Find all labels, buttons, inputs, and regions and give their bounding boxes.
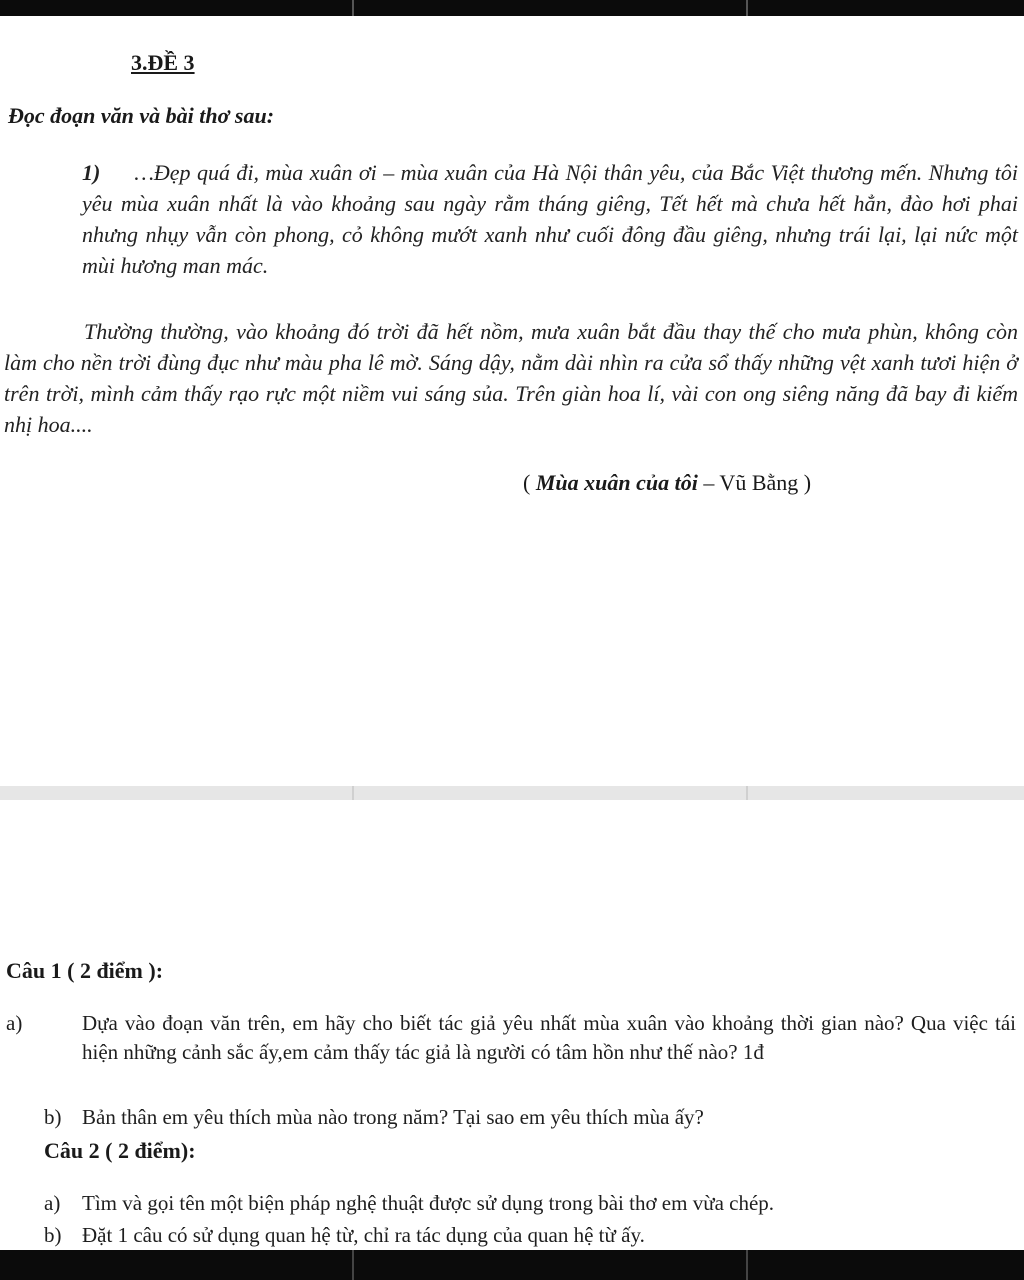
question-2b-label: b) [44,1223,62,1247]
passage-paragraph-1 [82,157,1018,281]
question-1b-text: Bản thân em yêu thích mùa nào trong năm? Tại sao em yêu thích mùa ấy? [82,1105,704,1129]
passage-paragraph-2: Thường thường, vào khoảng đó trời đã hết nồm, mưa xuân bắt đầu thay thế cho mưa phùn, không còn làm cho nền trời đùng đục như màu pha lê mờ. Sáng dậy, nằm dài nhìn ra cửa sổ thấy những vệt xanh tươi hiện ở trên trời, mình cảm thấy rạo rực một niềm vui sáng sủa. Trên giàn hoa lí, vài con ong siêng năng đã bay đi kiếm nhị hoa.... [4,319,1018,437]
question-2a-label: a) [44,1191,61,1215]
exercise-title: 3.ĐỀ 3 [131,50,195,75]
question-2b [44,1221,1016,1250]
border-tick [352,0,354,16]
page-seam [352,786,354,800]
source-open: ( [523,470,536,495]
question-2b-text: Đặt 1 câu có sử dụng quan hệ từ, chỉ ra tác dụng của quan hệ từ ấy. [82,1223,645,1247]
question-2a [44,1189,1016,1218]
question-1-heading: Câu 1 ( 2 điểm ): [6,958,164,983]
page-break [0,786,1024,800]
question-1a [6,1009,1016,1067]
question-2-heading: Câu 2 ( 2 điểm): [44,1138,196,1163]
border-tick [352,1250,354,1280]
question-1a-label: a) [6,1011,23,1035]
question-1b [44,1103,1016,1132]
top-scan-border [0,0,1024,16]
question-2a-text: Tìm và gọi tên một biện pháp nghệ thuật được sử dụng trong bài thơ em vừa chép. [82,1191,775,1215]
bottom-scan-border [0,1250,1024,1280]
question-1a-text: Dựa vào đoạn văn trên, em hãy cho biết tác giả yêu nhất mùa xuân vào khoảng thời gian nào? Qua việc tái hiện những cảnh sắc ấy,em cảm thấy tác giả là người có tâm hồn như thế nào? 1đ [82,1011,1016,1064]
source-title: Mùa xuân của tôi [535,470,698,495]
page-seam [746,786,748,800]
border-tick [746,0,748,16]
border-tick [746,1250,748,1280]
paragraph-1-text: …Đẹp quá đi, mùa xuân ơi – mùa xuân của Hà Nội thân yêu, của Bắc Việt thương mến. Nhưng tôi yêu mùa xuân nhất là vào khoảng sau ngày rằm tháng giêng, Tết hết mà chưa hết hẳn, đào hơi phai nhưng nhụy vẫn còn phong, cỏ không mướt xanh như cuối đông đầu giêng, nhưng trái lại, lại nức một mùi hương man mác. [82,160,1018,278]
reading-instruction: Đọc đoạn văn và bài thơ sau: [8,103,275,128]
passage-source [523,470,811,496]
passage-number: 1) [82,160,101,185]
question-1b-label: b) [44,1105,62,1129]
source-author: – Vũ Bằng ) [697,470,812,495]
